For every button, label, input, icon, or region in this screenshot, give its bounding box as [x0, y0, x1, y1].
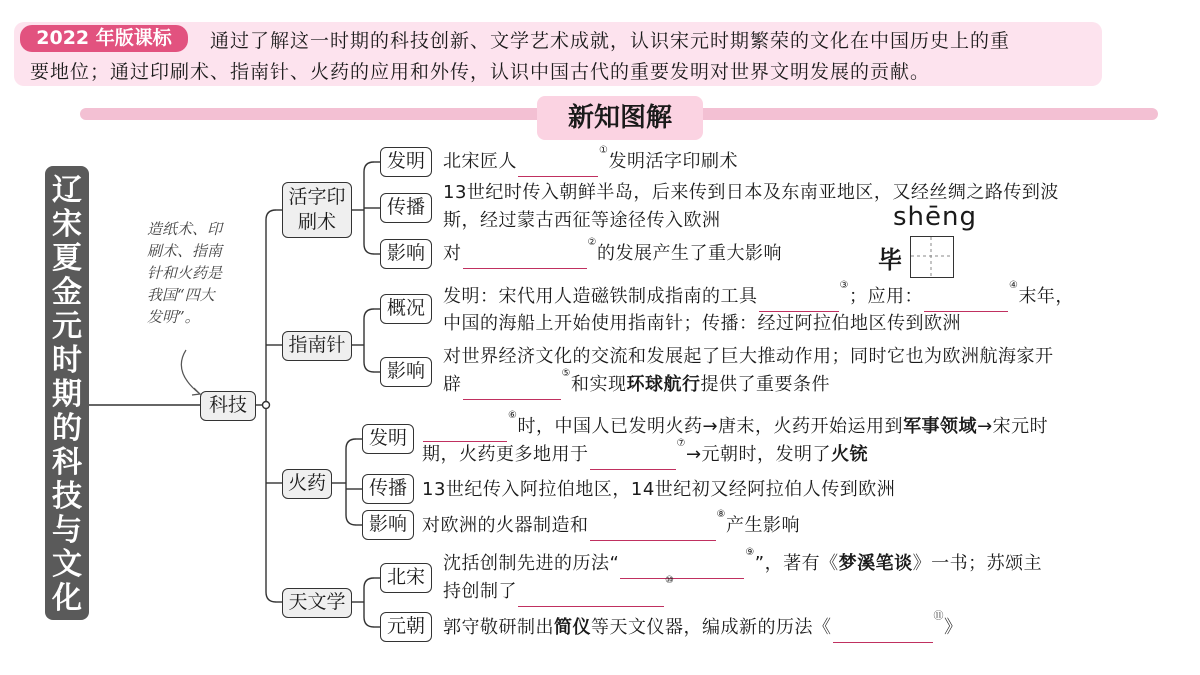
- branch-gunpowder: 火药: [282, 469, 332, 499]
- blank-number: ⑩: [665, 575, 675, 586]
- text-segment: 持创制了: [443, 581, 517, 602]
- text-segment: 发明：宋代用人造磁铁制成指南的工具: [443, 286, 758, 307]
- tag-compass-impact: 影响: [380, 357, 432, 387]
- text-segment: 沈括创制先进的历法“: [443, 553, 620, 574]
- blank-number: ⑤: [561, 368, 571, 379]
- tag-gunpowder-invent: 发明: [362, 424, 414, 454]
- blank-number: ②: [587, 237, 597, 248]
- fill-blank-10[interactable]: [518, 584, 664, 607]
- fill-blank-8[interactable]: [590, 518, 716, 541]
- note-line: 造纸术、印: [147, 220, 223, 238]
- side-note: [147, 218, 257, 328]
- title-char: 与: [52, 513, 82, 548]
- title-char: 文: [52, 547, 82, 582]
- printing-invent-text: [443, 147, 738, 177]
- tag-gunpowder-spread: 传播: [362, 474, 414, 504]
- text-segment: ”，著有《: [754, 553, 839, 574]
- text-segment: 时，中国人已发明火药→唐末，火药开始运用到: [517, 416, 904, 437]
- title-char: 化: [52, 581, 82, 616]
- branch-printing: 活字印刷术: [282, 182, 352, 238]
- text-segment: 的发展产生了重大影响: [596, 243, 782, 264]
- gunpowder-invent-line-2: [422, 440, 868, 470]
- section-title: 新知图解: [537, 96, 703, 140]
- text-segment: 产生影响: [725, 515, 800, 536]
- title-char: 科: [52, 445, 82, 480]
- text-segment: 》: [944, 617, 963, 638]
- title-char: 宋: [52, 207, 82, 242]
- text-segment: 北宋匠人: [443, 151, 517, 172]
- pinyin-character: 毕: [878, 246, 902, 274]
- standard-badge: 2022 年版课标: [20, 25, 188, 52]
- gunpowder-spread-text: 13世纪传入阿拉伯地区，14世纪初又经阿拉伯人传到欧洲: [422, 479, 896, 500]
- astronomy-song-line-2: [443, 577, 674, 607]
- fill-blank-2[interactable]: [463, 246, 587, 269]
- bold-term: 梦溪笔谈: [838, 553, 913, 574]
- compass-overview-line-2: 中国的海船上开始使用指南针；传播：经过阿拉伯地区传到欧洲: [443, 313, 961, 334]
- text-segment: →元朝时，发明了: [685, 444, 832, 465]
- note-line: 针和火药是: [147, 264, 223, 282]
- text-segment: 末年，: [1018, 286, 1074, 307]
- fill-blank-6[interactable]: [423, 419, 507, 442]
- standard-text-line-2: 要地位；通过印刷术、指南针、火药的应用和外传，认识中国古代的重要发明对世界文明发展的贡献。: [30, 61, 931, 83]
- note-line: 刷术、指南: [147, 242, 223, 260]
- compass-overview-line-1: [443, 282, 1074, 312]
- gunpowder-invent-line-1: [422, 412, 1048, 442]
- blank-number: ④: [1008, 280, 1019, 291]
- printing-spread-line-1: 13世纪时传入朝鲜半岛，后来传到日本及东南亚地区，又经丝绸之路传到波: [443, 182, 1059, 203]
- text-segment: 提供了重要条件: [700, 374, 830, 395]
- tag-printing-invent: 发明: [380, 147, 432, 177]
- printing-spread-line-2: 斯，经过蒙古西征等途径传入欧洲: [443, 210, 721, 231]
- blank-number: ①: [599, 145, 609, 156]
- title-char: 夏: [52, 241, 82, 276]
- note-line: 发明”。: [147, 308, 200, 326]
- bold-term: 火铳: [831, 444, 869, 465]
- title-char: 期: [52, 377, 82, 412]
- astronomy-song-line-1: [443, 549, 1042, 579]
- title-char: 技: [52, 479, 82, 514]
- title-char: 元: [52, 309, 82, 344]
- fill-blank-7[interactable]: [590, 447, 676, 470]
- blank-number: ⑪: [933, 611, 944, 622]
- blank-number: ⑥: [508, 410, 518, 421]
- text-segment: 郭守敬研制出: [443, 617, 554, 638]
- fill-blank-9[interactable]: [620, 556, 744, 579]
- blank-number: ⑨: [745, 547, 755, 558]
- blank-number: ⑦: [676, 438, 686, 449]
- text-segment: 等天文仪器，编成新的历法《: [591, 617, 832, 638]
- text-segment: 对: [443, 243, 462, 264]
- pinyin-reading: shēng: [893, 202, 978, 232]
- gunpowder-impact-text: [422, 511, 800, 541]
- grid-guides: [911, 237, 952, 276]
- tag-astronomy-song: 北宋: [380, 563, 432, 593]
- tag-astronomy-yuan: 元朝: [380, 612, 432, 642]
- writing-grid: [910, 236, 954, 278]
- blank-number: ⑧: [716, 509, 726, 520]
- text-segment: →宋元时: [977, 416, 1049, 437]
- compass-impact-line-1: 对世界经济文化的交流和发展起了巨大推动作用；同时它也为欧洲航海家开: [443, 346, 1054, 367]
- title-char: 金: [52, 275, 82, 310]
- tag-gunpowder-impact: 影响: [362, 510, 414, 540]
- tech-node: 科技: [200, 391, 256, 421]
- text-segment: 》一书；苏颂主: [912, 553, 1043, 574]
- bold-term: 环球航行: [626, 374, 701, 395]
- compass-impact-line-2: [443, 370, 830, 400]
- branch-compass: 指南针: [282, 331, 352, 361]
- bold-term: 简仪: [554, 617, 591, 638]
- tag-printing-impact: 影响: [380, 239, 432, 269]
- text-segment: 期，火药更多地用于: [422, 444, 589, 465]
- note-line: 我国“四大: [147, 286, 215, 304]
- branch-astronomy: 天文学: [282, 588, 352, 618]
- text-segment: 发明活字印刷术: [608, 151, 738, 172]
- text-segment: 和实现: [570, 374, 627, 395]
- standard-text-line-1: 通过了解这一时期的科技创新、文学艺术成就，认识宋元时期繁荣的文化在中国历史上的重: [210, 30, 1011, 52]
- tag-compass-overview: 概况: [380, 294, 432, 324]
- printing-impact-text: [443, 239, 782, 269]
- text-segment: 辟: [443, 374, 462, 395]
- blank-number: ③: [839, 280, 849, 291]
- title-char: 辽: [52, 173, 82, 208]
- bold-term: 军事领域: [903, 416, 978, 437]
- fill-blank-1[interactable]: [518, 154, 598, 177]
- fill-blank-5[interactable]: [463, 377, 561, 400]
- text-segment: ；应用：: [848, 286, 923, 307]
- astronomy-yuan-text: [443, 613, 963, 643]
- text-segment: 对欧洲的火器制造和: [422, 515, 589, 536]
- title-char: 时: [52, 343, 82, 378]
- fill-blank-11[interactable]: [833, 620, 933, 643]
- tag-printing-spread: 传播: [380, 193, 432, 223]
- title-char: 的: [52, 411, 82, 446]
